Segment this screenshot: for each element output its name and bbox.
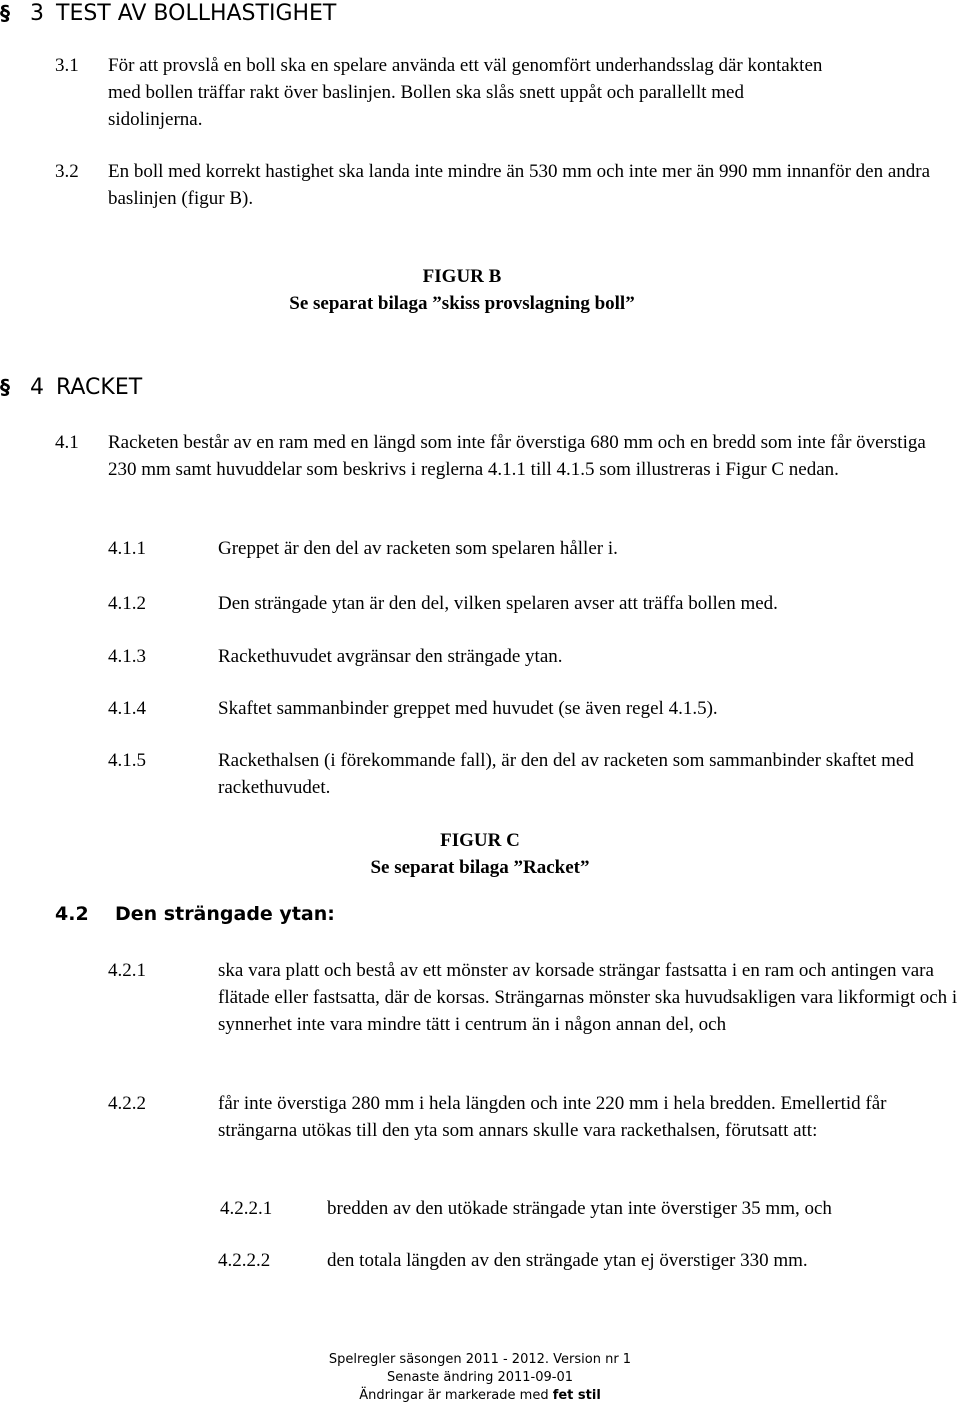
section-3-heading [0,0,336,27]
figure-c-caption: Se separat bilaga ”Racket” [370,857,590,878]
clause-text: För att provslå en boll ska en spelare använda ett väl genomfört underhandsslag där kontakten med bollen träffar rakt över baslinjen. Bollen ska slås snett uppåt och parallellt med sidolinjerna. [108,55,823,130]
subsubclause-number: 4.2.2.1 [220,1198,273,1219]
clause-number: 3.1 [55,55,79,76]
subclause-number: 4.2.2 [108,1093,146,1114]
section-title: TEST AV BOLLHASTIGHET [56,1,337,26]
footer-version: Spelregler säsongen 2011 - 2012. Version nr 1 [328,1352,632,1367]
subsubclause-number: 4.2.2.2 [218,1250,271,1271]
footer-last-change: Senaste ändring 2011-09-01 [386,1370,574,1385]
subclause-text: Rackethuvudet avgränsar den strängade ytan. [218,646,563,667]
subclause-number: 4.1.4 [108,698,146,719]
section-number: 3 [30,1,44,26]
section-symbol: § [0,1,10,25]
section-title: RACKET [56,375,143,400]
figure-c-title: FIGUR C [440,830,520,851]
subsection-heading [55,903,335,925]
subclause-number: 4.1.1 [108,538,146,559]
subclause-text: får inte överstiga 280 mm i hela längden och inte 220 mm i hela bredden. Emellertid får strängarna utökas till den yta som annars skulle vara rackethalsen, förutsatt att: [218,1093,887,1141]
section-number: 4 [30,375,44,400]
subclause-text: Skaftet sammanbinder greppet med huvudet (se även regel 4.1.5). [218,698,718,719]
subsubclause-text: den totala längden av den strängade ytan ej överstiger 330 mm. [327,1250,808,1271]
footer-changes-bold: fet stil [552,1388,601,1403]
figure-b-caption: Se separat bilaga ”skiss provslagning boll” [289,293,635,314]
clause-text: Racketen består av en ram med en längd som inte får överstiga 680 mm och en bredd som inte får överstiga 230 mm samt huvuddelar som beskrivs i reglerna 4.1.1 till 4.1.5 som illustreras i Figur C nedan. [108,432,926,480]
footer-changes-note [280,1387,680,1405]
subclause-text: Rackethalsen (i förekommande fall), är den del av racketen som sammanbinder skaftet med rackethuvudet. [218,750,914,798]
subclause-number: 4.1.2 [108,593,146,614]
page-footer [280,1351,680,1405]
subclause-text: Greppet är den del av racketen som spelaren håller i. [218,538,618,559]
subclause-number: 4.2.1 [108,960,146,981]
section-4-heading [0,374,142,401]
subclause-text: Den strängade ytan är den del, vilken spelaren avser att träffa bollen med. [218,593,778,614]
subsubclause-text: bredden av den utökade strängade ytan inte överstiger 35 mm, och [327,1198,832,1219]
clause-number: 3.2 [55,161,79,182]
clause-number: 4.1 [55,432,79,453]
subsection-number: 4.2 [55,903,89,925]
section-symbol: § [0,375,10,399]
clause-text: En boll med korrekt hastighet ska landa inte mindre än 530 mm och inte mer än 990 mm innanför den andra baslinjen (figur B). [108,161,931,209]
subclause-text: ska vara platt och bestå av ett mönster av korsade strängar fastsatta i en ram och antingen vara flätade eller fastsatta, där de korsas. Strängarnas mönster ska huvudsakligen vara likformigt och i synnerhet inte vara mindre tätt i centrum än i någon annan del, och [218,960,958,1035]
figure-b-title: FIGUR B [422,266,502,287]
subclause-number: 4.1.5 [108,750,146,771]
subsection-title: Den strängade ytan: [115,903,335,925]
subclause-number: 4.1.3 [108,646,146,667]
footer-changes-prefix: Ändringar är markerade med [359,1388,553,1403]
